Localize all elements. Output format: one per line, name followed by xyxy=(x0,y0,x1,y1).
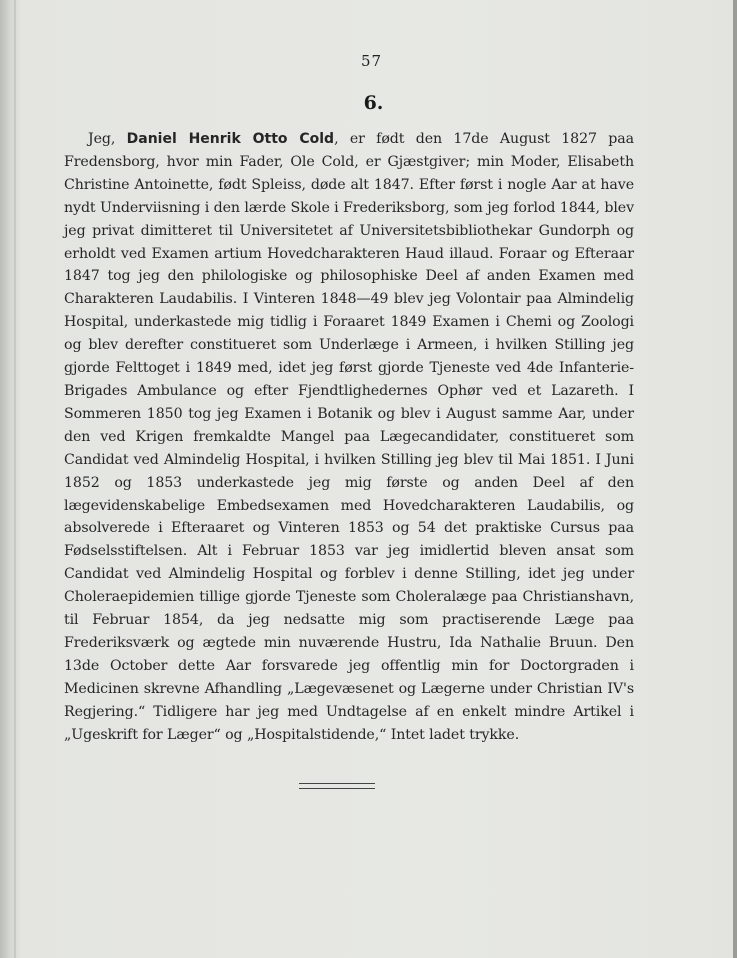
section-number: 6. xyxy=(363,92,384,114)
page-number: 57 xyxy=(360,52,383,70)
page-edge xyxy=(733,0,737,958)
body-paragraph xyxy=(64,128,634,746)
author-name: Daniel Henrik Otto Cold xyxy=(126,131,335,147)
intro-text: Jeg, xyxy=(88,131,127,147)
binding-gutter xyxy=(14,0,16,958)
closing-rule xyxy=(299,783,375,789)
paragraph-text: , er født den 17de August 1827 paa Fredensborg, hvor min Fader, Ole Cold, er Gjæstgiver; min Moder, Elisabeth Christine Antoinette, født Spleiss, døde alt 1847. Efter først i nogle Aar at have nydt Underviisning i den lærde Skole i Frederiksborg, som jeg forlod 1844, blev jeg privat dimitteret til Universitetet af Universitetsbibliothekar Gundorph og erholdt ved Examen artium Hovedcharakteren Haud illaud. Foraar og Efteraar 1847 tog jeg den philologiske og philosophiske Deel af anden Examen med Charakteren Laudabilis. I Vinteren 1848—49 blev jeg Volontair paa Almindelig Hospital, underkastede mig tidlig i Foraaret 1849 Examen i Chemi og Zoologi og blev derefter constitueret som Underlæge i Armeen, i hvilken Stilling jeg gjorde Felttoget i 1849 med, idet jeg først gjorde Tjeneste ved 4de Infanterie-Brigades Ambulance og efter Fjendtlighedernes Ophør ved et Lazareth. I Sommeren 1850 tog jeg Examen i Botanik og blev i August samme Aar, under den ved Krigen fremkaldte Mangel paa Lægecandidater, constitueret som Candidat ved Almindelig Hospital, i hvilken Stilling jeg blev til Mai 1851. I Juni 1852 og 1853 underkastede jeg mig første og anden Deel af den lægevidenskabelige Embedsexamen med Hovedcharakteren Laudabilis, og absolverede i Efteraaret og Vinteren 1853 og 54 det praktiske Cursus paa Fødselsstiftelsen. Alt i Februar 1853 var jeg imidlertid bleven ansat som Candidat ved Almindelig Hospital og forblev i denne Stilling, idet jeg under Choleraepidemien tillige gjorde Tjeneste som Choleralæge paa Christianshavn, til Februar 1854, da jeg nedsatte mig som practiserende Læge paa Frederiksværk og ægtede min nuværende Hustru, Ida Nathalie Bruun. Den 13de October dette Aar forsvarede jeg offentlig min for Doctorgraden i Medicinen skrevne Afhandling „Lægevæsenet og Lægerne under Christian IV's Regjering.“ Tidligere har jeg med Undtagelse af en enkelt mindre Artikel i „Ugeskrift for Læger“ og „Hospitalstidende,“ Intet ladet trykke. xyxy=(64,131,634,743)
